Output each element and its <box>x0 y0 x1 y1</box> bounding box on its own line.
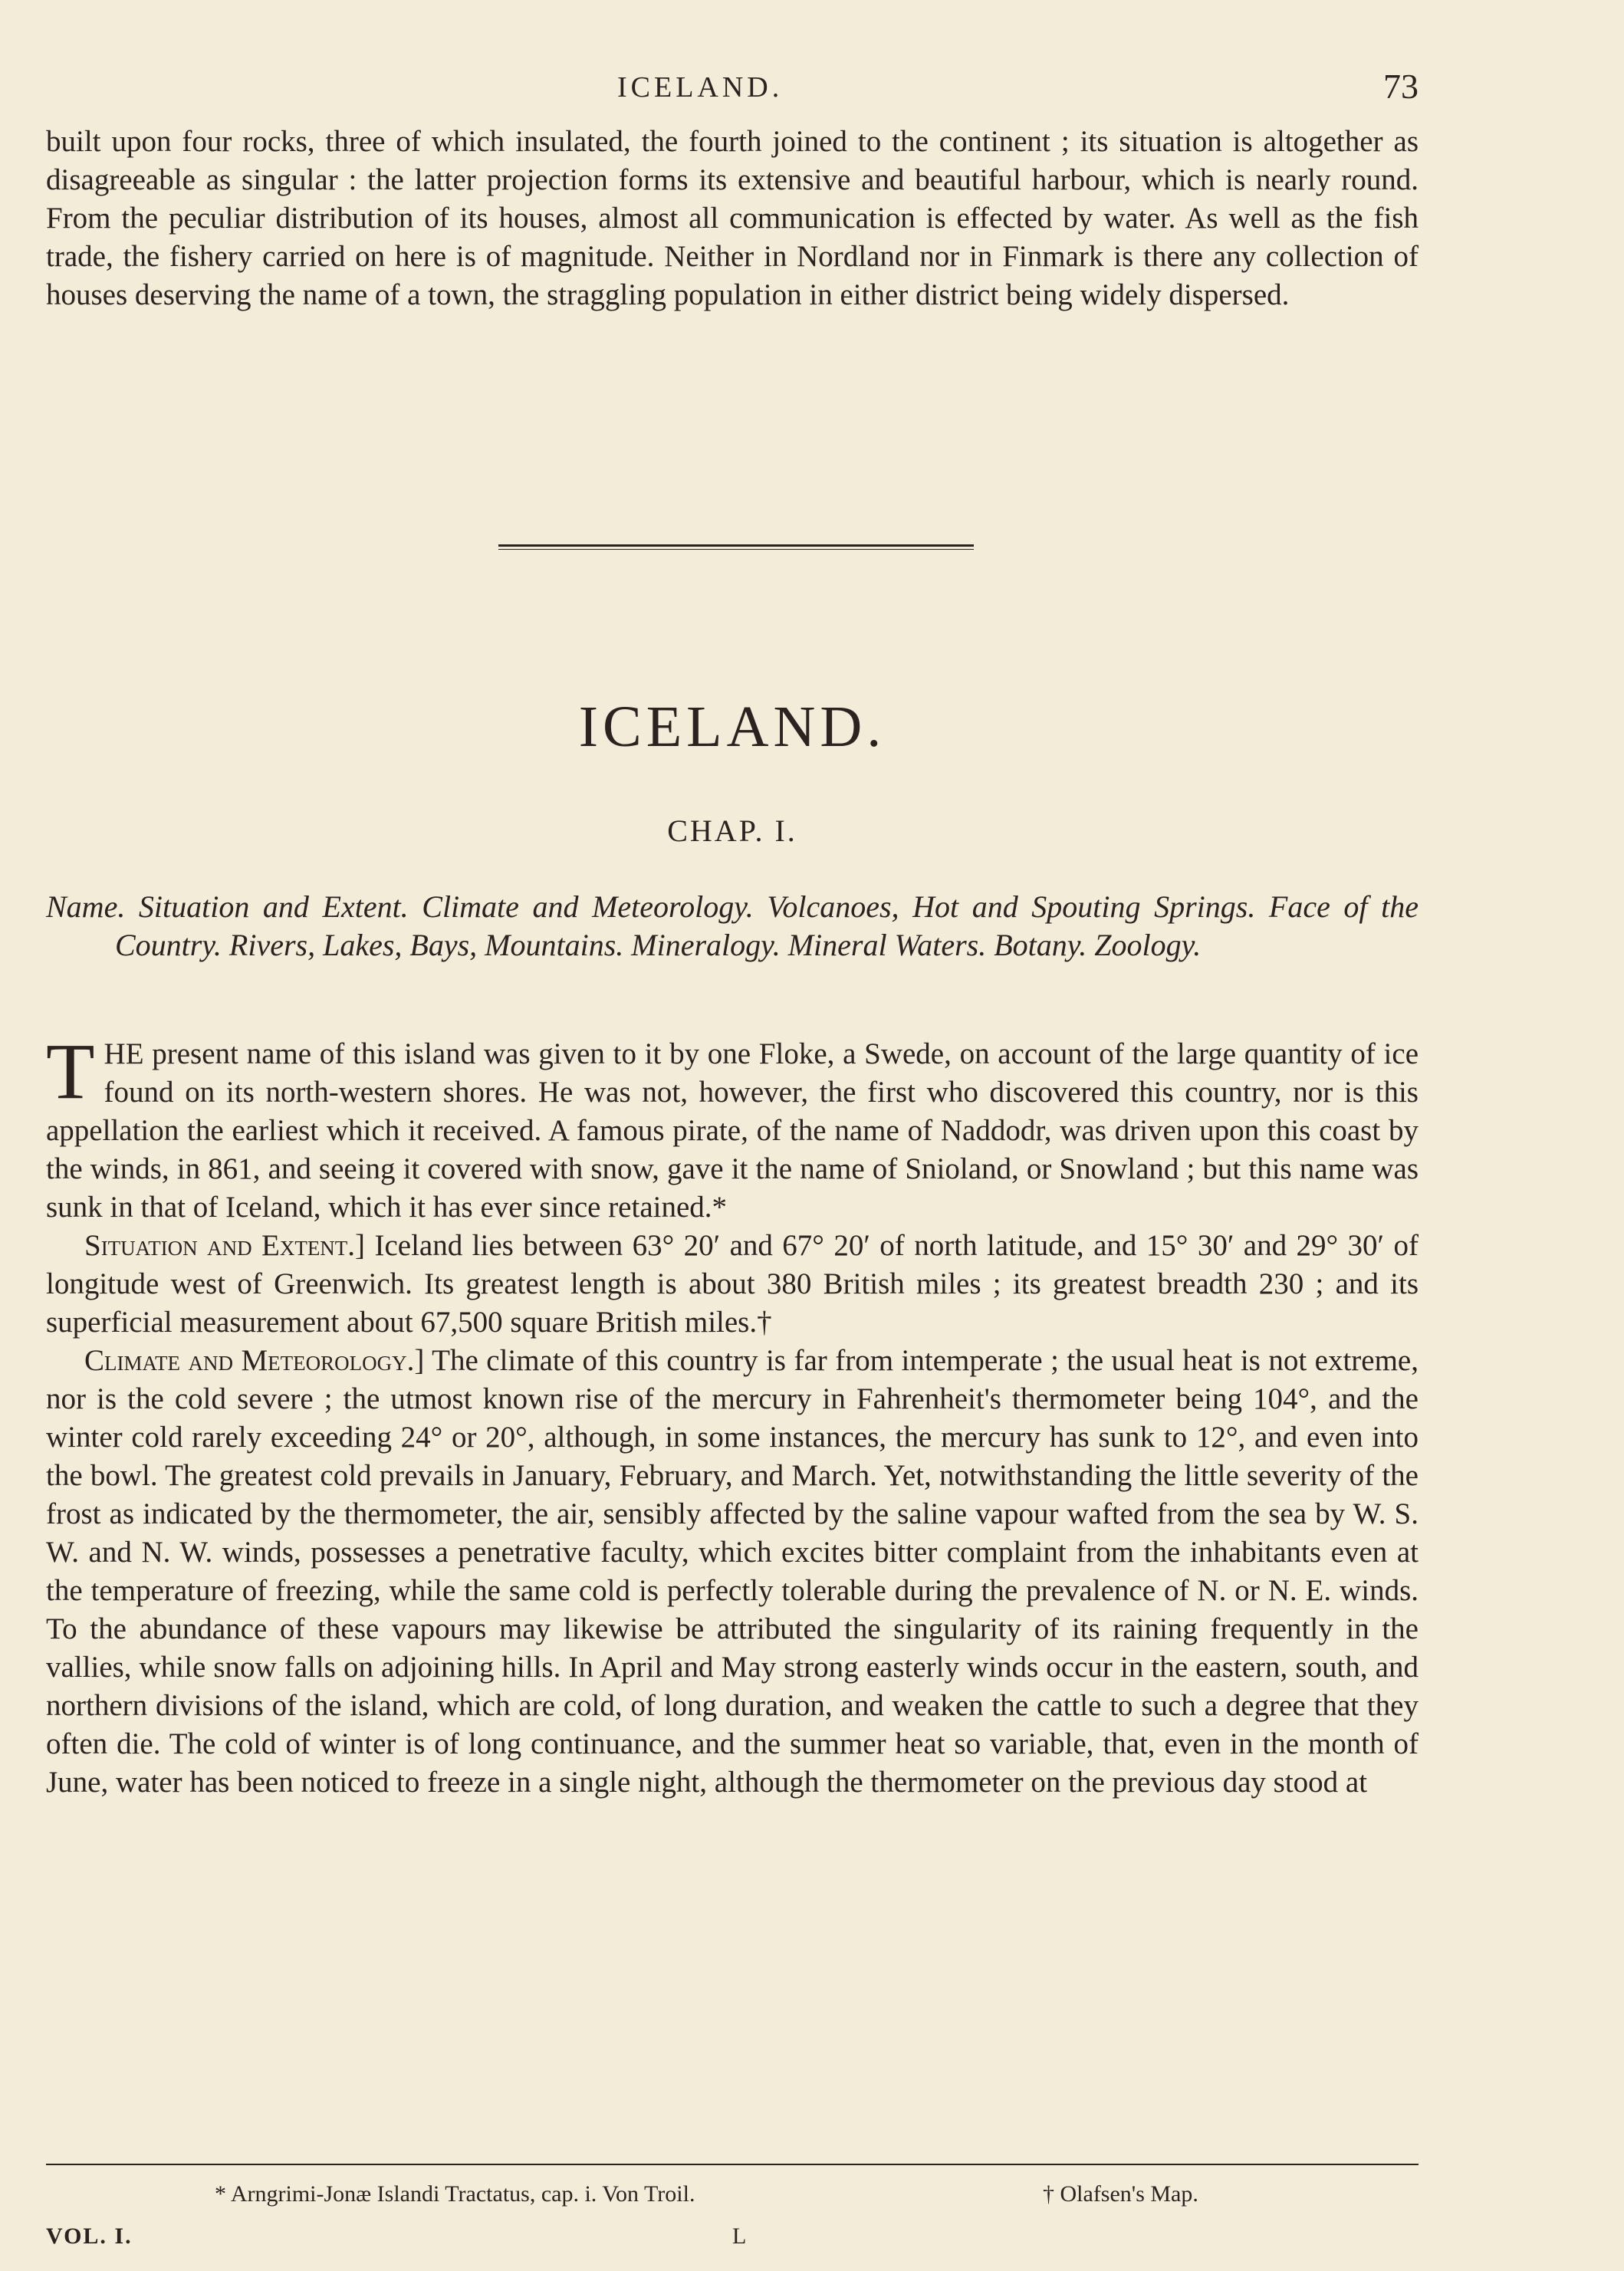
footnotes <box>46 2181 1419 2212</box>
continued-paragraph <box>46 123 1419 314</box>
paragraph-climate-text: The climate of this country is far from intemperate ; the usual heat is not extreme, nor is the cold severe ; the utmost known rise of the mercury in Fahrenheit's thermometer being 104°, and the winter cold rarely exceeding 24° or 20°, although, in some instances, the mercury has sunk to 12°, and even into the bowl. The greatest cold prevails in January, February, and March. Yet, notwithstanding the little severity of the frost as indicated by the thermometer, the air, sensibly affected by the saline vapour wafted from the sea by W. S. W. and N. W. winds, possesses a penetrative faculty, which excites bitter complaint from the inhabitants even at the temperature of freezing, while the same cold is perfectly tolerable during the prevalence of N. or N. E. winds. To the abundance of these vapours may likewise be attributed the singularity of its raining frequently in the vallies, while snow falls on adjoining hills. In April and May strong easterly winds occur in the eastern, south, and northern divisions of the island, which are cold, of long duration, and weaken the cattle to such a degree that they often die. The cold of winter is of long continuance, and the summer heat so variable, that, even in the month of June, water has been noticed to freeze in a single night, although the thermometer on the previous day stood at <box>46 1344 1419 1799</box>
section-heading-climate: Climate and Meteorology.] <box>84 1344 425 1377</box>
paragraph-situation <box>46 1227 1419 1342</box>
section-heading-situation: Situation and Extent.] <box>84 1229 366 1262</box>
chapter-body <box>46 1027 1419 1802</box>
continued-paragraph-text: built upon four rocks, three of which insulated, the fourth joined to the continent ; its situation is altogether as disagreeable as singular : the latter projection forms its extensive and beautiful harbour, which is nearly round. From the peculiar distribution of its houses, almost all communication is effected by water. As well as the fish trade, the fishery carried on here is of magnitude. Neither in Nordland nor in Finmark is there any collection of houses deserving the name of a town, the straggling population in either district being widely dispersed. <box>46 125 1419 311</box>
footnote-1: * Arngrimi-Jonæ Islandi Tractatus, cap. i. Von Troil. <box>215 2181 695 2207</box>
paragraph-situation-text: Iceland lies between 63° 20′ and 67° 20′ of north latitude, and 15° 30′ and 29° 30′ of longitude west of Greenwich. Its greatest length is about 380 British miles ; its greatest breadth 230 ; and its superficial measurement about 67,500 square British miles.† <box>46 1229 1419 1339</box>
paragraph-name <box>46 1027 1419 1227</box>
volume-label: VOL. I. <box>46 2223 133 2249</box>
footnote-rule <box>46 2164 1419 2165</box>
footnote-2: † Olafsen's Map. <box>1043 2181 1198 2207</box>
running-title: ICELAND. <box>617 71 784 104</box>
section-divider <box>498 544 974 550</box>
running-head <box>46 67 1419 117</box>
paragraph-name-text: HE present name of this island was given to it by one Floke, a Swede, on account of the large quantity of ice found on its north-western shores. He was not, however, the first who discovered this country, nor is this appellation the earliest which it received. A famous pirate, of the name of Naddodr, was driven upon this coast by the winds, in 861, and seeing it covered with snow, gave it the name of Snioland, or Snowland ; but this name was sunk in that of Iceland, which it has ever since retained.* <box>46 1037 1419 1224</box>
page-number: 73 <box>1383 67 1419 106</box>
chapter-number: CHAP. I. <box>667 813 797 848</box>
paragraph-climate <box>46 1342 1419 1802</box>
chapter-title: ICELAND. <box>578 695 886 759</box>
book-page <box>46 0 1419 2271</box>
chapter-summary: Name. Situation and Extent. Climate and Meteorology. Volcanoes, Hot and Spouting Springs. Face of the Country. Rivers, Lakes, Bays, Mountains. Mineralogy. Mineral Waters. Botany. Zoology. <box>46 889 1419 962</box>
signature-mark: L <box>732 2223 747 2249</box>
signature-line <box>46 2223 1419 2254</box>
drop-cap: T <box>46 1027 95 1116</box>
